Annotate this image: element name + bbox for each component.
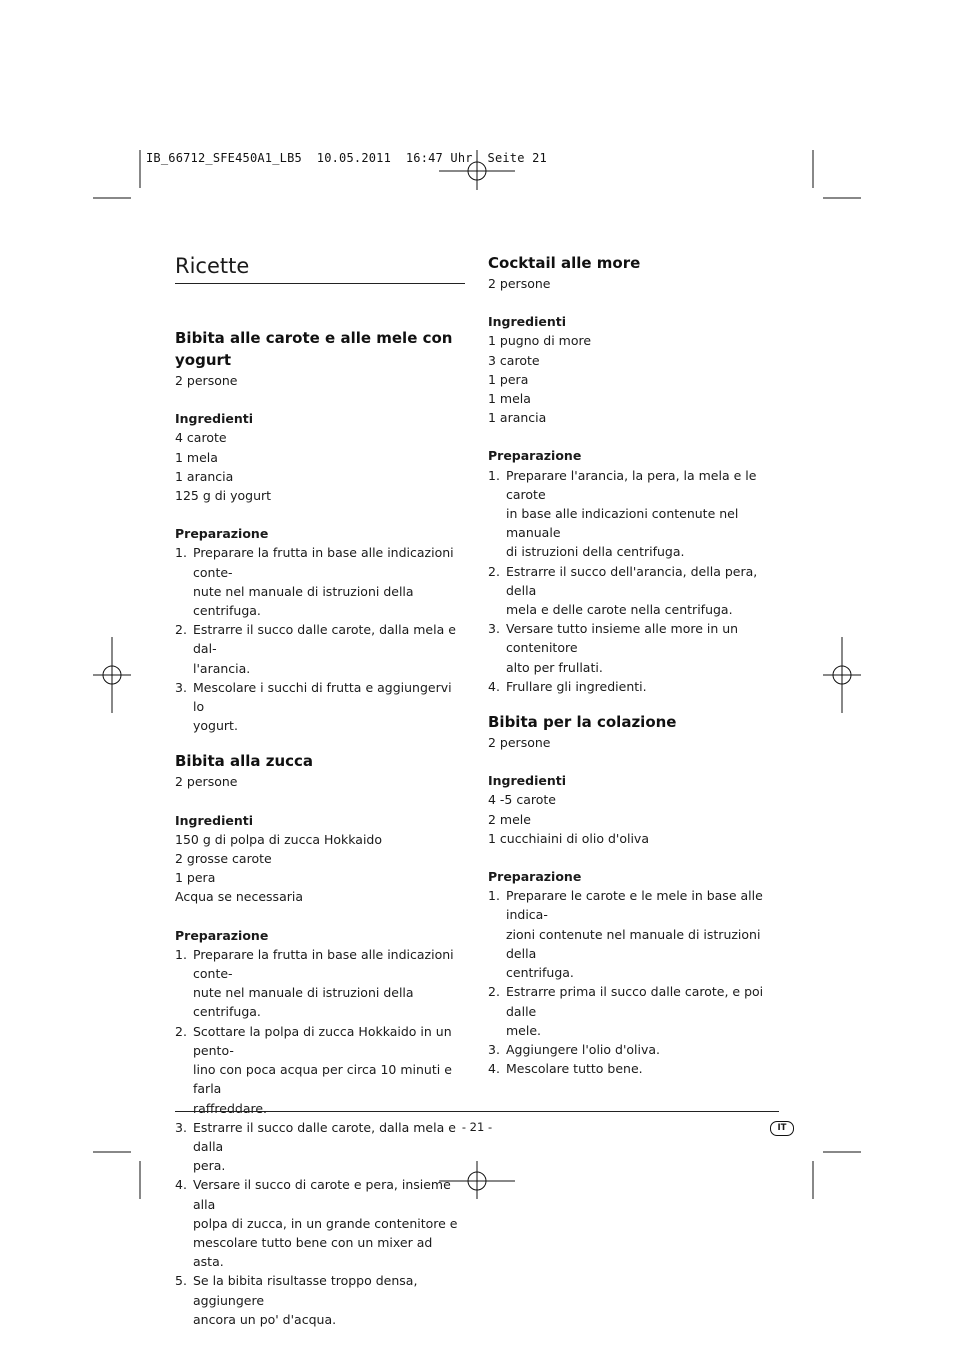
footer-rule — [175, 1111, 779, 1112]
preparation-step — [175, 620, 465, 678]
ingredient-item: 2 mele — [488, 811, 531, 827]
spacer — [175, 505, 465, 524]
step-number: 3. — [488, 621, 500, 637]
step-text: mescolare tutto bene con un mixer ad asta. — [193, 1234, 433, 1270]
preparation-steps — [175, 945, 465, 1329]
ingredient-item: Acqua se necessaria — [175, 889, 304, 905]
preparation-step — [175, 1271, 465, 1329]
step-text: Scottare la polpa di zucca Hokkaido in un pento- — [193, 1023, 452, 1058]
left-recipes — [175, 327, 465, 1329]
ingredient-item: 4 -5 carote — [488, 792, 556, 808]
right-recipes — [488, 252, 780, 1078]
ingredient-item: 3 carote — [488, 352, 540, 368]
spacer — [175, 907, 465, 926]
ingredient-item: 4 carote — [175, 430, 227, 446]
spacer — [488, 427, 780, 446]
step-text: Versare tutto insieme alle more in un contenitore — [506, 621, 739, 656]
ingredient-item: 2 grosse carote — [175, 851, 272, 867]
recipe-title: Bibita alle carote e alle mele con yogurt — [175, 329, 453, 369]
preparation-step — [488, 562, 780, 620]
servings: 2 persone — [175, 373, 238, 388]
preparation-step — [175, 678, 465, 736]
step-number: 2. — [175, 622, 187, 638]
step-number: 3. — [175, 679, 187, 695]
step-text: Frullare gli ingredienti. — [506, 678, 647, 694]
preparation-step — [488, 886, 780, 982]
spacer — [175, 390, 465, 409]
preparation-heading: Preparazione — [175, 526, 269, 542]
step-number: 1. — [488, 888, 500, 904]
step-text: Estrarre il succo dalle carote, dalla mela e dal- — [193, 622, 456, 657]
language-badge: IT — [770, 1121, 794, 1136]
ingredient-item: 1 pera — [175, 870, 216, 886]
ingredient-item: 1 pera — [488, 371, 529, 387]
step-number: 3. — [175, 1119, 187, 1135]
step-text: ancora un po' d'acqua. — [193, 1311, 337, 1327]
step-text: Se la bibita risultasse troppo densa, aggiungere — [193, 1273, 418, 1308]
recipe-block — [488, 711, 780, 1078]
step-number: 2. — [175, 1023, 187, 1039]
servings: 2 persone — [175, 774, 238, 790]
step-number: 4. — [488, 1061, 500, 1077]
step-text: mela e delle carote nella centrifuga. — [506, 602, 733, 618]
step-text: Preparare le carote e le mele in base alle indica- — [506, 888, 763, 923]
step-text: raffreddare. — [193, 1100, 268, 1116]
ingredient-item: 150 g di polpa di zucca Hokkaido — [175, 831, 383, 847]
step-text: Estrarre il succo dell'arancia, della pera, della — [506, 563, 758, 598]
preparation-step — [488, 466, 780, 562]
step-number: 2. — [488, 984, 500, 1000]
step-text: yogurt. — [193, 718, 238, 734]
step-number: 3. — [488, 1041, 500, 1057]
preparation-step — [175, 945, 465, 1022]
step-number: 1. — [175, 946, 187, 962]
step-text: alto per frullati. — [506, 659, 603, 675]
print-header: IB_66712_SFE450A1_LB5 10.05.2011 16:47 Uhr Seite 21 — [146, 151, 547, 165]
preparation-heading: Preparazione — [488, 448, 582, 464]
preparation-step — [488, 677, 780, 696]
spacer — [488, 848, 780, 867]
ingredients-heading: Ingredienti — [175, 812, 254, 828]
step-text: pera. — [193, 1158, 226, 1174]
preparation-step — [175, 1022, 465, 1118]
ingredients-heading: Ingredienti — [488, 314, 567, 330]
step-text: Aggiungere l'olio d'oliva. — [506, 1041, 661, 1057]
preparation-step — [488, 982, 780, 1040]
step-number: 2. — [488, 563, 500, 579]
ingredients-heading: Ingredienti — [175, 411, 254, 427]
step-number: 4. — [488, 678, 500, 694]
step-text: nute nel manuale di istruzioni della centrifuga. — [193, 583, 414, 619]
ingredient-item: 1 arancia — [488, 410, 547, 426]
step-text: Preparare la frutta in base alle indicazioni conte- — [193, 946, 454, 982]
preparation-heading: Preparazione — [175, 927, 269, 943]
recipe-title: Bibita per la colazione — [488, 713, 677, 732]
step-text: Preparare l'arancia, la pera, la mela e le carote — [506, 467, 757, 502]
ingredient-item: 125 g di yogurt — [175, 488, 272, 504]
recipe-block — [175, 327, 465, 735]
preparation-steps — [175, 543, 465, 735]
step-text: mele. — [506, 1022, 542, 1038]
step-text: Estrarre prima il succo dalle carote, e poi dalle — [506, 984, 764, 1019]
page-title: Ricette — [175, 252, 465, 284]
preparation-steps — [488, 466, 780, 696]
preparation-step — [175, 543, 465, 620]
spacer — [175, 792, 465, 811]
preparation-heading: Preparazione — [488, 869, 582, 885]
right-column — [488, 252, 780, 1078]
step-text: Mescolare i succhi di frutta e aggiungervi lo — [193, 679, 452, 715]
step-number: 4. — [175, 1177, 187, 1193]
step-text: lino con poca acqua per circa 10 minuti e farla — [193, 1062, 452, 1097]
step-text: in base alle indicazioni contenute nel manuale — [506, 506, 739, 541]
recipe-block — [175, 750, 465, 1328]
step-text: zioni contenute nel manuale di istruzioni della — [506, 926, 761, 961]
step-text: polpa di zucca, in un grande contenitore e — [193, 1215, 458, 1231]
step-number: 1. — [488, 467, 500, 483]
ingredient-item: 1 pugno di more — [488, 333, 592, 349]
page-number: - 21 - — [461, 1120, 493, 1134]
step-text: nute nel manuale di istruzioni della centrifuga. — [193, 985, 414, 1020]
step-text: l'arancia. — [193, 660, 251, 676]
servings: 2 persone — [488, 735, 551, 751]
spacer — [488, 752, 780, 771]
step-number: 5. — [175, 1273, 187, 1289]
step-text: Preparare la frutta in base alle indicazioni conte- — [193, 545, 454, 580]
step-text: centrifuga. — [506, 965, 574, 981]
ingredient-item: 1 mela — [488, 391, 531, 407]
step-text: Estrarre il succo dalle carote, dalla mela e dalla — [193, 1119, 456, 1154]
ingredient-item: 1 cucchiaini di olio d'oliva — [488, 830, 649, 846]
ingredient-item: 1 mela — [175, 449, 218, 465]
servings: 2 persone — [488, 276, 551, 291]
ingredients-heading: Ingredienti — [488, 773, 567, 789]
preparation-step — [488, 619, 780, 677]
recipe-title: Bibita alla zucca — [175, 752, 314, 771]
preparation-steps — [488, 886, 780, 1078]
spacer — [488, 293, 780, 312]
step-text: Versare il succo di carote e pera, insieme alla — [193, 1177, 451, 1212]
step-text: Mescolare tutto bene. — [506, 1061, 643, 1077]
preparation-step — [488, 1040, 780, 1059]
ingredient-item: 1 arancia — [175, 468, 234, 484]
preparation-step — [488, 1059, 780, 1078]
recipe-title: Cocktail alle more — [488, 254, 641, 272]
left-column — [175, 252, 465, 1329]
preparation-step — [175, 1175, 465, 1271]
step-number: 1. — [175, 545, 187, 561]
step-text: di istruzioni della centrifuga. — [506, 544, 685, 560]
recipe-block — [488, 252, 780, 696]
